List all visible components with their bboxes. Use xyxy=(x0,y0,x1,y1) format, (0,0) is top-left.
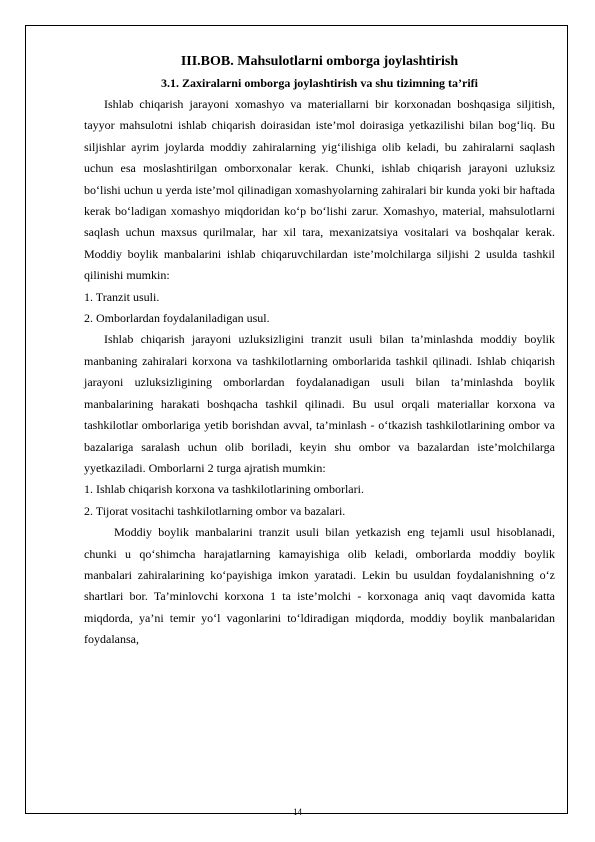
document-body xyxy=(84,52,555,651)
paragraph-3: Moddiy boylik manbalarini tranzit usuli bilan yetkazish eng tejamli usul hisoblanadi, chunki u qo‘shimcha harajatlarning kamayishiga olib keladi, omborlarda moddiy boylik manbalari zahiralarining ko‘payishiga imkon yaratadi. Lekin bu usuldan foydalanishning o‘z shartlari bor. Ta’minlovchi korxona 1 ta iste’molchi - korxonaga aniq vaqt davomida katta miqdorda, ya’ni temir yo‘l vagonlarini to‘ldiradigan miqdorda, moddiy boylik manbalaridan foydalansa, xyxy=(84,525,555,647)
list-item: 2. Tijorat vositachi tashkilotlarning ombor va bazalari. xyxy=(84,503,346,518)
list-item: 1. Ishlab chiqarish korxona va tashkilotlarining omborlari. xyxy=(84,482,364,497)
paragraph-1: Ishlab chiqarish jarayoni xomashyo va materiallarni bir korxonadan boshqasiga siljitish, tayyor mahsulotni ishlab chiqarish doirasidan iste’mol doirasiga yetkazilishi bilan bog‘liq. Bu siljishlar ayrim joylarda moddiy zahiralarning yig‘ilishiga olib keladi, bu zahiralarni saqlash uchun esa moslashtirilgan omborxonalar kerak. Chunki, ishlab chiqarish jarayoni uzluksiz bo‘lishi uchun u yerda iste’mol qilinadigan xomashyolarning zahiralari bir kunda yoki bir haftada kerak bo‘ladigan xomashyo miqdoridan ko‘p bo‘lishi zarur. Xomashyo, material, mahsulotlarni saqlash uchun maxsus qurilmalar, har xil tara, mexanizatsiya vositalari va boshqalar kerak. Moddiy boylik manbalarini ishlab chiqaruvchilardan iste’molchilarga siljishi 2 usulda tashkil qilinishi mumkin: xyxy=(84,97,555,283)
section-heading: 3.1. Zaxiralarni omborga joylashtirish va shu tizimning ta’rifi xyxy=(160,76,478,90)
page-number: 14 xyxy=(293,807,302,817)
paragraph-2: Ishlab chiqarish jarayoni uzluksizligini tranzit usuli bilan ta’minlashda moddiy boylik manbaning zahiralari korxona va tashkilotlarning omborlarida tashkil qilinadi. Ishlab chiqarish jarayoni uzluksizligining omborlardan foydalanadigan usuli bilan ta’minlashda boylik manbalarining harakati boshqacha tashkil qilinadi. Bu usul orqali materiallar korxona va tashkilotlar omborlariga yetib borishdan avval, ta’minlash - o‘tkazish tashkilotlarining ombor va bazalariga saralash uchun olib boriladi, keyin shu ombor va bazalardan iste’molchilarga yyetkaziladi. Omborlarni 2 turga ajratish mumkin: xyxy=(84,332,555,475)
list-item: 2. Omborlardan foydalaniladigan usul. xyxy=(84,311,270,326)
list-item: 1. Tranzit usuli. xyxy=(84,289,160,304)
chapter-heading: III.BOB. Mahsulotlarni omborga joylashtirish xyxy=(180,54,459,69)
